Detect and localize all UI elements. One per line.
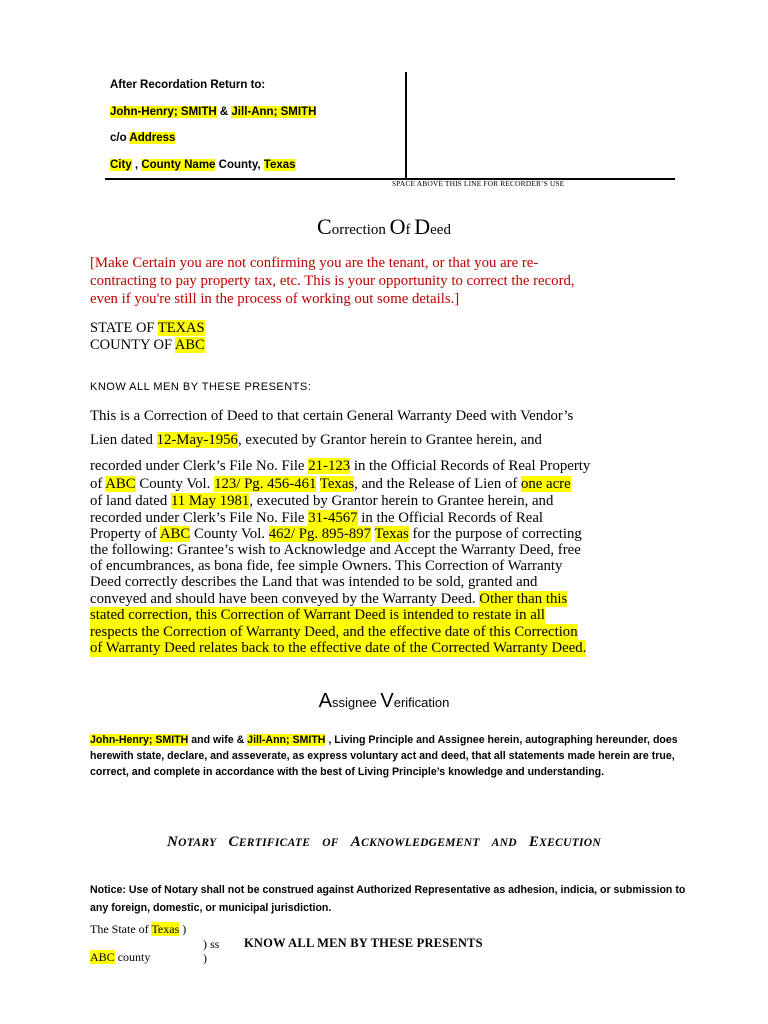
- deed-line: This is a Correction of Deed to that certain General Warranty Deed with Vendor’s: [90, 408, 574, 424]
- deed-line: [90, 458, 590, 475]
- ack-paren: ): [179, 922, 187, 936]
- deed-text: in the Official Records of Real: [357, 510, 543, 526]
- city-line: [110, 152, 316, 179]
- recorder-space-note: SPACE ABOVE THIS LINE FOR RECORDER’S USE: [392, 179, 565, 188]
- grantee-names: [110, 99, 316, 126]
- care-of-line: [110, 125, 316, 152]
- co-label: c/o: [110, 132, 130, 144]
- recorder-vertical-divider: [405, 72, 407, 180]
- know-all-men-heading: KNOW ALL MEN BY THESE PRESENTS:: [90, 381, 312, 393]
- title-cap-o: O: [389, 214, 406, 239]
- ack-county-value: ABC: [90, 950, 115, 964]
- deed-file2: 31-4567: [308, 510, 358, 526]
- deed-county1: ABC: [105, 476, 136, 492]
- deed-vol2: 462/ Pg. 895-897: [268, 526, 372, 542]
- deed-line: Deed correctly describes the Land that was intended to be sold, granted and: [90, 574, 538, 590]
- county-name-value: County Name: [141, 158, 216, 171]
- assignee-word2: erification: [393, 695, 450, 710]
- assignee-cap-a: A: [318, 690, 332, 712]
- notice-label: Notice:: [90, 884, 126, 896]
- deed-text: recorded under Clerk’s File No. File: [90, 510, 309, 526]
- ack-county-line: [90, 950, 150, 965]
- notice-paragraph: [90, 881, 690, 917]
- deed-text: , executed by Grantor herein to Grantee herein, and: [237, 432, 542, 448]
- ack-know-all: KNOW ALL MEN BY THESE PRESENTS: [244, 936, 483, 950]
- title-cap-d: D: [414, 214, 431, 239]
- state-line: [90, 320, 205, 337]
- title-word3: eed: [430, 222, 451, 238]
- city-value: City: [110, 158, 132, 171]
- comma-sep: ,: [131, 158, 142, 171]
- deed-text: County Vol.: [135, 476, 215, 492]
- deed-line: [90, 510, 543, 527]
- deed-text: , executed by Grantor herein to Grantee herein, and: [249, 493, 554, 509]
- deed-line: [90, 526, 582, 543]
- deed-state1: Texas: [319, 476, 355, 492]
- assignee-text: and wife &: [188, 734, 248, 746]
- deed-text: Property of: [90, 526, 160, 542]
- deed-file1: 21-123: [308, 458, 351, 474]
- grantee1-name: John-Henry; SMITH: [110, 105, 217, 118]
- ack-ss: ) ss: [203, 937, 220, 951]
- title-word1: orrection: [331, 222, 390, 238]
- notary-word: OTARY: [178, 837, 217, 849]
- state-label: STATE OF: [90, 320, 158, 336]
- document-title: [0, 214, 768, 240]
- deed-text: , and the Release of Lien of: [354, 476, 521, 492]
- deed-state2: Texas: [374, 526, 409, 542]
- deed-line: [90, 493, 553, 510]
- county-suffix: County,: [215, 158, 264, 171]
- deed-text: of: [90, 476, 106, 492]
- county-value-venue: ABC: [174, 337, 205, 353]
- grantee2-name: Jill-Ann; SMITH: [231, 105, 317, 118]
- notary-heading: [0, 834, 768, 851]
- deed-date1: 12-May-1956: [156, 432, 238, 448]
- deed-text: of land dated: [90, 493, 171, 509]
- deed-text: recorded under Clerk’s File No. File: [90, 458, 309, 474]
- county-line: [90, 337, 205, 354]
- notice-text: Use of Notary shall not be construed against Authorized Representative as adhesion, indicia, or submission to any foreign, domestic, or municipal jurisdiction.: [90, 884, 686, 914]
- deed-text: County Vol.: [190, 526, 269, 542]
- assignee-heading: [0, 690, 768, 713]
- ampersand: &: [216, 105, 232, 118]
- notary-word: AND: [491, 837, 517, 849]
- state-value-venue: TEXAS: [157, 320, 205, 336]
- venue-block: [90, 320, 205, 354]
- assignee-word1: ssignee: [331, 695, 381, 710]
- ack-paren: ): [203, 951, 207, 965]
- return-address-block: [110, 72, 316, 178]
- title-cap-c: C: [317, 214, 332, 239]
- deed-text: [371, 526, 374, 542]
- notary-word: ERTIFICATE: [238, 837, 311, 849]
- instructions-note: [90, 254, 688, 308]
- notary-cap: N: [167, 834, 179, 850]
- ack-state-line: [90, 922, 186, 937]
- notary-word: OF: [322, 837, 339, 849]
- ack-state-label: The State of: [90, 922, 152, 936]
- deed-vol1: 123/ Pg. 456-461: [214, 476, 317, 492]
- deed-line: stated correction, this Correction of Warrant Deed is intended to restate in all: [90, 607, 546, 623]
- deed-line: [90, 476, 571, 493]
- deed-date2: 11 May 1981: [170, 493, 250, 509]
- deed-line: [90, 591, 567, 608]
- return-label: After Recordation Return to:: [110, 79, 266, 91]
- assignee-cap-v: V: [380, 690, 394, 712]
- assignee-name1: John-Henry; SMITH: [90, 734, 189, 746]
- deed-body: [90, 408, 682, 658]
- deed-line: of encumbrances, as bona fide, fee simple Owners. This Correction of Warranty: [90, 558, 563, 574]
- assignee-text: , Living Principle and Assignee herein, autographing hereunder, does herewith state, declare, and asseverate, as express voluntary act and deed, that all statements made herein are true, correct, and complete in accordance with the best of Living Principle’s knowledge and understanding.: [90, 734, 678, 778]
- ack-county-label: county: [114, 950, 151, 964]
- assignee-paragraph: [90, 732, 686, 780]
- address-value: Address: [129, 132, 176, 144]
- notary-word: CKNOWLEDGEMENT: [361, 837, 480, 849]
- notary-cap: C: [228, 834, 239, 850]
- deed-text: Lien dated: [90, 432, 157, 448]
- deed-line: the following: Grantee’s wish to Acknowledge and Accept the Warranty Deed, free: [90, 542, 581, 558]
- deed-line: [90, 432, 542, 449]
- deed-text: conveyed and should have been conveyed by the Warranty Deed.: [90, 591, 480, 607]
- instructions-line1: [Make Certain you are not confirming you are the tenant, or that you are re-: [90, 255, 539, 271]
- deed-county2: ABC: [159, 526, 191, 542]
- notary-cap: E: [528, 834, 540, 850]
- deed-text: in the Official Records of Real Property: [350, 458, 591, 474]
- deed-acre: one acre: [520, 476, 571, 492]
- county-label: COUNTY OF: [90, 337, 175, 353]
- deed-text: for the purpose of correcting: [408, 526, 582, 542]
- notary-word: XECUTION: [539, 837, 601, 849]
- deed-highlight: Other than this: [479, 591, 568, 607]
- deed-line: of Warranty Deed relates back to the effective date of the Corrected Warranty Deed.: [90, 640, 587, 656]
- instructions-line2: contracting to pay property tax, etc. This is your opportunity to correct the record,: [90, 273, 575, 289]
- notary-cap: A: [350, 834, 362, 850]
- title-word2: f: [405, 222, 415, 238]
- ack-state-value: Texas: [151, 922, 180, 936]
- instructions-line3: even if you're still in the process of working out some details.]: [90, 291, 460, 307]
- assignee-name2: Jill-Ann; SMITH: [247, 734, 326, 746]
- recorder-horizontal-divider: [105, 178, 675, 180]
- deed-line: respects the Correction of Warranty Deed, and the effective date of this Correction: [90, 624, 578, 640]
- state-value: Texas: [263, 158, 296, 171]
